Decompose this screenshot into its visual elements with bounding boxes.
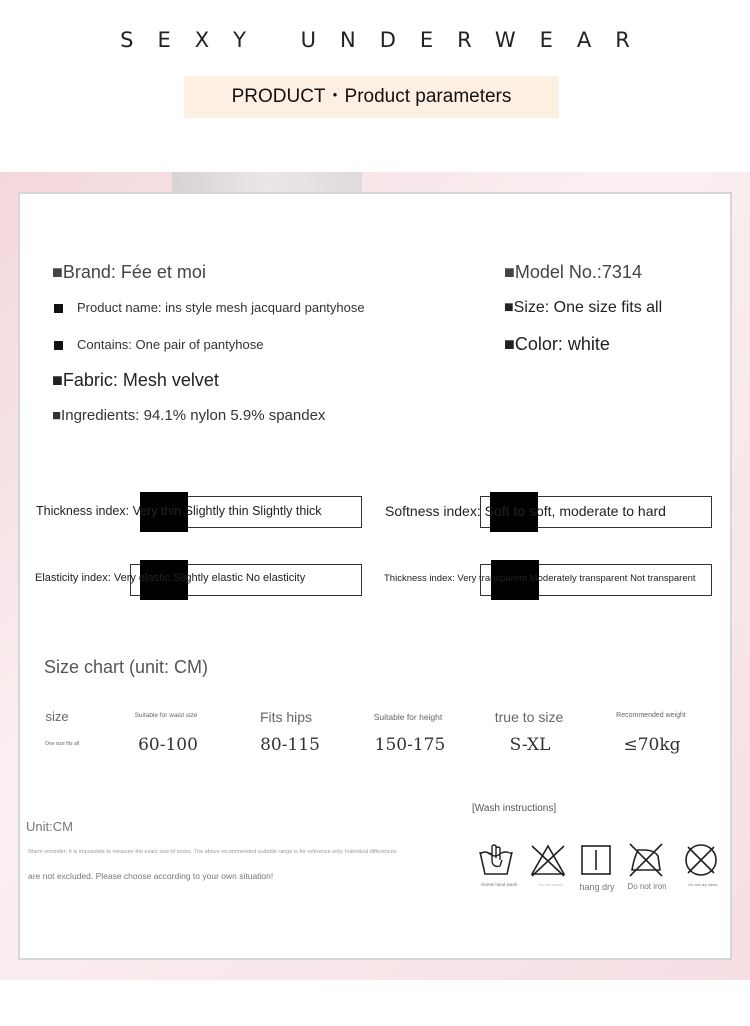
do-not-bleach-label: Do not bleach: [538, 882, 564, 887]
product-name-text: Product name: ins style mesh jacquard pantyhose: [77, 300, 365, 315]
thickness-index-text: Thickness index: Very thin Slightly thin Slightly thick: [36, 504, 322, 518]
hang-dry-label: hang dry: [579, 882, 615, 892]
transparency-index-text: Thickness index: Very transparent Moderately transparent Not transparent: [384, 573, 696, 584]
background-photo: [172, 172, 362, 194]
do-not-iron-label: Do not iron: [627, 882, 667, 891]
hips-value: 80-115: [260, 735, 320, 755]
height-value: 150-175: [374, 735, 446, 755]
ingredients-text: ■Ingredients: 94.1% nylon 5.9% spandex: [52, 407, 326, 424]
hips-header: Fits hips: [259, 709, 313, 725]
size-header: size: [45, 709, 69, 724]
size-text: ■Size: One size fits all: [504, 299, 663, 316]
hand-wash-label: Gentle hand wash: [480, 882, 518, 887]
model-number-text: ■Model No.:7314: [504, 262, 642, 282]
size-value: One size fits all: [45, 741, 79, 747]
waist-value: 60-100: [138, 735, 198, 755]
do-not-dry-clean-icon: [681, 840, 721, 880]
product-name-row: [54, 300, 365, 315]
do-not-bleach-icon: [528, 840, 568, 880]
bullet-square-icon: [54, 304, 63, 313]
elasticity-index-text: Elasticity index: Very elastic Slightly elastic No elasticity: [35, 572, 306, 584]
softness-index-text: Softness index: Soft to soft, moderate to hard: [385, 503, 666, 519]
size-chart-title: Size chart (unit: CM): [44, 657, 209, 677]
contains-row: [54, 337, 263, 352]
section-badge: PRODUCT・Product parameters: [184, 76, 559, 118]
true-to-size-value: S-XL: [509, 735, 551, 755]
fabric-text: ■Fabric: Mesh velvet: [52, 370, 219, 390]
contains-text: Contains: One pair of pantyhose: [77, 337, 264, 352]
page-title: SEXY UNDERWEAR: [120, 28, 654, 52]
waist-header: Suitable for waist size: [134, 712, 198, 719]
warm-reminder-line-2: are not excluded. Please choose according to your own situation!: [28, 871, 274, 881]
weight-value: ≤70kg: [623, 735, 681, 755]
true-to-size-header: true to size: [494, 709, 564, 725]
unit-label: Unit:CM: [26, 819, 73, 834]
bullet-square-icon: [54, 341, 63, 350]
warm-reminder-line-1: Warm reminder: It is impossible to measure the exact size of socks. The above recommended suitable range is for reference only. Individual differences: [28, 849, 397, 855]
do-not-iron-icon: [626, 840, 666, 880]
color-text: ■Color: white: [504, 334, 610, 354]
height-header: Suitable for height: [373, 712, 443, 722]
brand-text: ■Brand: Fée et moi: [52, 262, 206, 282]
hand-wash-icon: [476, 840, 516, 880]
hang-dry-icon: [576, 840, 616, 880]
weight-header: Recommended weight: [616, 712, 686, 719]
wash-instructions-title: [Wash instructions]: [472, 803, 557, 814]
do-not-dry-clean-label: Do not dry clean: [688, 882, 718, 887]
